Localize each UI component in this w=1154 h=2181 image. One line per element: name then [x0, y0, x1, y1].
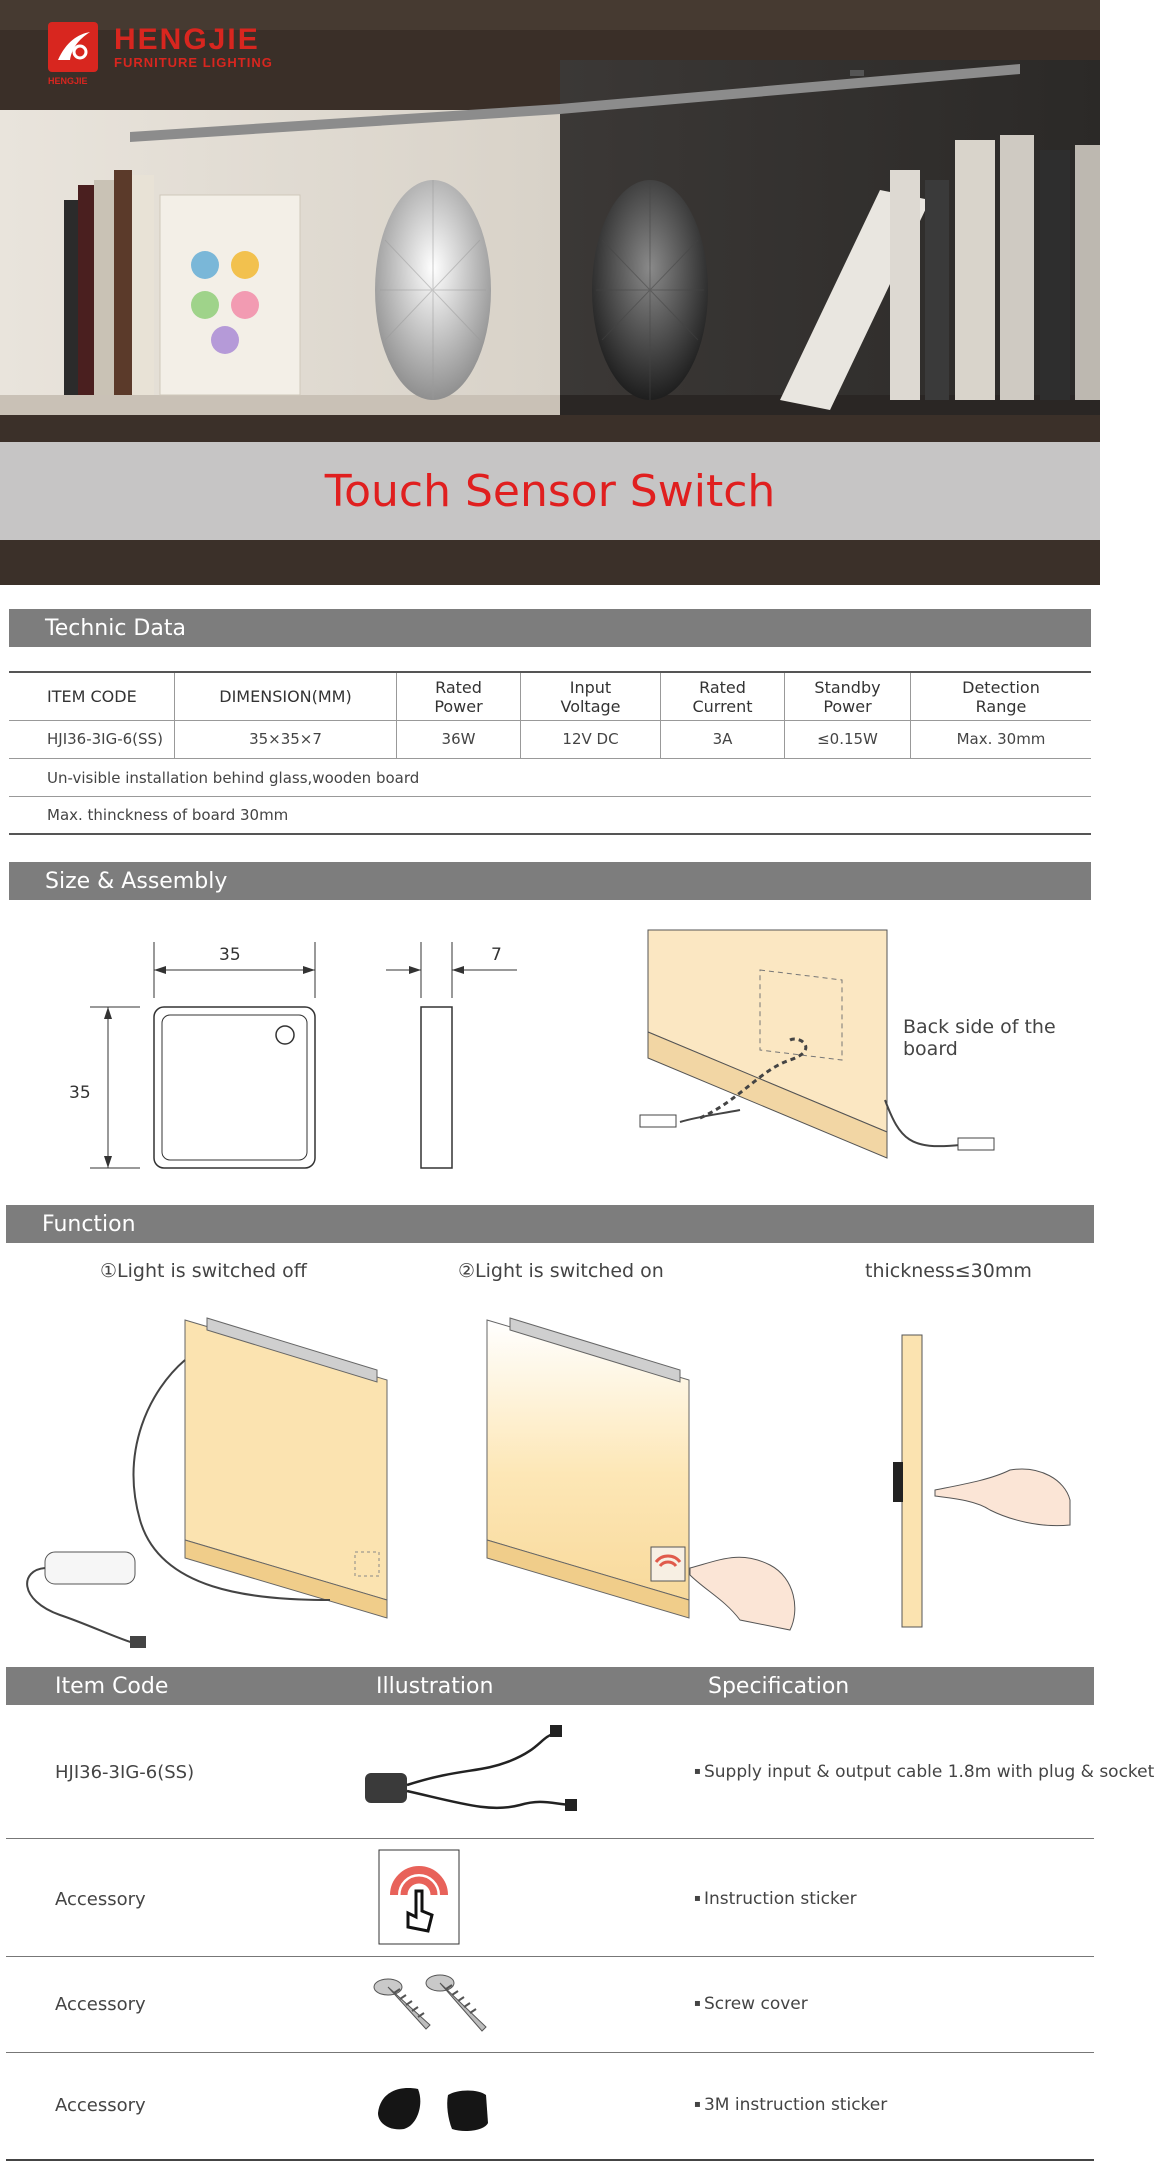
spec-value-row — [9, 721, 1091, 759]
width-dimension-label: 35 — [219, 945, 241, 965]
hdr-rated-power: Rated Power — [434, 677, 483, 716]
section-bar-size — [9, 862, 1091, 900]
hdr-detection-range: Detection Range — [962, 677, 1040, 716]
item-code: Accessory — [55, 1994, 146, 2015]
board-thickness — [902, 1335, 922, 1627]
sensor-side-outline — [421, 1007, 452, 1168]
spec-note: Max. thinckness of board 30mm — [9, 797, 1091, 835]
logo-mark-caption: HENGJIE — [48, 76, 88, 86]
item-code: Accessory — [55, 1889, 146, 1910]
black-cap-icon — [368, 2073, 508, 2148]
spec-cell: 12V DC — [521, 721, 661, 758]
touch-hand-sticker-icon — [378, 1849, 460, 1950]
spec-cell: 3A — [661, 721, 785, 758]
back-side-caption: Back side of the board — [903, 1016, 1056, 1060]
spec-cell: HJI36-3IG-6(SS) — [9, 721, 175, 758]
hero-image — [0, 0, 1100, 585]
hand-touch — [690, 1557, 795, 1630]
hero-banner — [0, 442, 1100, 540]
hdr-input-voltage: Input Voltage — [560, 677, 621, 716]
items-header-cell: Illustration — [376, 1674, 494, 1699]
sensor-with-cable-icon — [350, 1713, 590, 1838]
brand-tagline: FURNITURE LIGHTING — [114, 54, 273, 70]
spec-header-cell — [521, 673, 661, 720]
item-spec: ▪ Instruction sticker — [694, 1889, 857, 1909]
item-row — [6, 1839, 1094, 1957]
item-spec: ▪ Screw cover — [694, 1994, 808, 2014]
item-row — [6, 1957, 1094, 2053]
item-row — [6, 2053, 1094, 2161]
item-spec: ▪ 3M instruction sticker — [694, 2095, 887, 2115]
height-dimension-label: 35 — [69, 1083, 91, 1103]
spec-cell: ≤0.15W — [785, 721, 911, 758]
spec-header-cell: DIMENSION(MM) — [175, 673, 397, 720]
section-title: Technic Data — [45, 615, 186, 641]
function-caption-on: ②Light is switched on — [458, 1260, 664, 1282]
logo-mark-icon — [48, 22, 98, 86]
hdr-standby-power: Standby Power — [814, 677, 881, 716]
items-table-header — [6, 1667, 1094, 1705]
item-spec: ▪ Supply input & output cable 1.8m with plug & socket — [694, 1762, 1154, 1782]
page-title: Touch Sensor Switch — [324, 465, 776, 517]
driver-box — [45, 1552, 135, 1584]
depth-dimension-label: 7 — [491, 945, 502, 965]
spec-cell: 35×35×7 — [175, 721, 397, 758]
item-code: HJI36-3IG-6(SS) — [55, 1762, 195, 1783]
spec-note: Un-visible installation behind glass,wooden board — [9, 759, 1091, 797]
spec-cell: 36W — [397, 721, 521, 758]
brand-name: HENGJIE — [114, 22, 260, 56]
sensor-front-outline — [154, 1007, 315, 1168]
spec-header-cell — [397, 673, 521, 720]
hdr-rated-current: Rated Current — [692, 677, 753, 716]
function-illustration — [0, 1300, 1100, 1665]
item-code: Accessory — [55, 2095, 146, 2116]
spec-table — [9, 671, 1091, 835]
section-bar-technic — [9, 609, 1091, 647]
spec-header-cell: ITEM CODE — [9, 673, 175, 720]
spec-header-cell — [785, 673, 911, 720]
function-caption-thickness: thickness≤30mm — [865, 1260, 1032, 1282]
items-header-cell: Item Code — [55, 1674, 169, 1699]
screws-icon — [368, 1969, 508, 2044]
section-title: Size & Assembly — [45, 868, 228, 894]
spec-header-cell — [661, 673, 785, 720]
section-bar-function — [6, 1205, 1094, 1243]
spec-header-row — [9, 673, 1091, 721]
items-header-cell: Specification — [708, 1674, 850, 1699]
section-title: Function — [42, 1211, 136, 1237]
spec-cell: Max. 30mm — [956, 730, 1046, 748]
brand-logo — [48, 22, 273, 86]
hand-approach — [935, 1469, 1070, 1526]
spec-header-cell — [911, 673, 1091, 720]
function-caption-off: ①Light is switched off — [100, 1260, 307, 1282]
item-row — [6, 1705, 1154, 1839]
